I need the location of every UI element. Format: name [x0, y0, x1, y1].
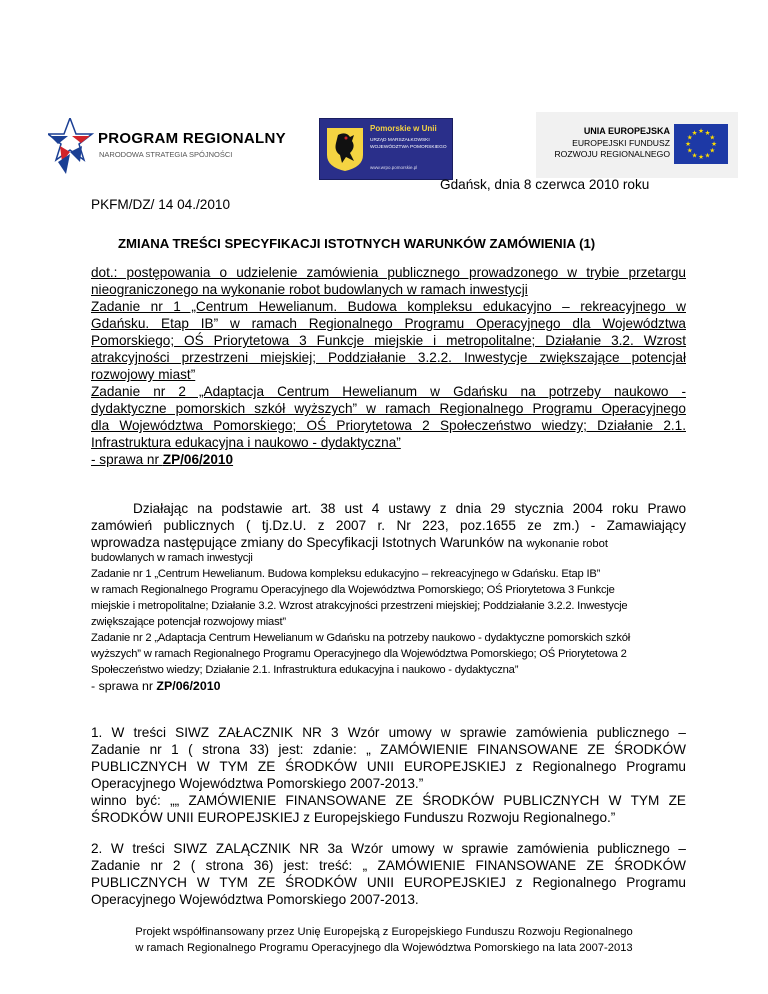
- eu-star-icon: ★: [691, 129, 698, 137]
- item-line: Zadanie nr 2 ( strona 36) jest: treść: „ ZAMÓWIENIE FINANSOWANE ZE ŚRODKÓW: [91, 858, 686, 873]
- item-line: Operacyjnego Województwa Pomorskiego 2007-2013.”: [91, 776, 424, 791]
- eu-stars-icon: [674, 124, 728, 164]
- item-line: Operacyjnego Województwa Pomorskiego 2007-2013.: [91, 892, 419, 907]
- item-line: PUBLICZNYCH W TYM ZE ŚRODKÓW UNII EUROPEJSKIEJ z Regionalnego Programu: [91, 759, 686, 774]
- scope-line: w ramach Regionalnego Programu Operacyjnego dla Województwa Pomorskiego; OŚ Priorytetowa 3 Funkcje: [91, 584, 615, 596]
- subject-line: Zadanie nr 2 „Adaptacja Centrum Hewelianum w Gdańsku na potrzeby naukowo -: [91, 384, 686, 399]
- program-regionalny-title: PROGRAM REGIONALNY: [98, 130, 286, 147]
- item-line: 2. W treści SIWZ ZALĄCZNIK NR 3a Wzór umowy w sprawie zamówienia publicznego –: [91, 841, 686, 856]
- item-line: PUBLICZNYCH W TYM ZE ŚRODKÓW UNII EUROPEJSKIEJ z Regionalnego Programu: [91, 875, 686, 890]
- scope-line: zwiększające potencjał rozwojowy miast”: [91, 616, 286, 628]
- subject-line: nieograniczonego na wykonanie robot budowlanych w ramach inwestycji: [91, 282, 528, 297]
- scope-line: Zadanie nr 2 „Adaptacja Centrum Hewelianum w Gdańsku na potrzeby naukowo - dydaktyczne pomorskich szkół: [91, 632, 631, 644]
- eu-star-icon: ★: [686, 147, 693, 155]
- case-number-prefix: - sprawa nr: [91, 452, 163, 467]
- eu-star-icon: ★: [709, 134, 716, 142]
- item-line: Zadanie nr 1 ( strona 33) jest: zdanie: „ ZAMÓWIENIE FINANSOWANE ZE ŚRODKÓW: [91, 742, 686, 757]
- subject-line: dla Województwa Pomorskiego; OŚ Priorytetowa 2 Społeczeństwo wiedzy; Działanie 2.1.: [91, 418, 686, 433]
- reference-number: PKFM/DZ/ 14 04./2010: [91, 197, 231, 212]
- subject-line: dot.: postępowania o udzielenie zamówienia publicznego prowadzonego w trybie przetargu: [91, 265, 686, 280]
- intro-line-text: wprowadza następujące zmiany do Specyfikacji Istotnych Warunków na: [91, 535, 523, 550]
- eu-star-icon: ★: [711, 141, 717, 149]
- subject-line: Pomorskiego; OŚ Priorytetowa 3 Funkcje miejskie i metropolitalne; Działanie 3.2. Wzrost: [91, 333, 686, 348]
- program-regionalny-subtitle: NARODOWA STRATEGIA SPÓJNOŚCI: [99, 150, 233, 159]
- footer-line: Projekt współfinansowany przez Unię Europejską z Europejskiego Funduszu Rozwoju Regionalnego: [135, 926, 633, 938]
- item-line: ŚRODKÓW UNII EUROPEJSKIEJ z Europejskiego Funduszu Rozwoju Regionalnego.”: [91, 810, 616, 825]
- logo-program-regionalny: [48, 118, 286, 176]
- eu-star-icon: ★: [698, 154, 704, 162]
- case-number-line-2: [91, 679, 686, 693]
- subject-line: dydaktyczne pomorskich szkół wyższych” w ramach Regionalnego Programu Operacyjnego: [91, 401, 686, 416]
- footer-line: w ramach Regionalnego Programu Operacyjnego dla Województwa Pomorskiego na lata 2007-2013: [135, 942, 633, 954]
- scope-line: budowlanych w ramach inwestycji: [91, 552, 253, 564]
- eu-star-icon: ★: [709, 147, 716, 155]
- eu-star-icon: ★: [698, 128, 704, 136]
- subject-line: atrakcyjności przestrzeni miejskiej; Poddziałanie 3.2.2. Inwestycje zwiększające potencjał: [91, 350, 686, 365]
- ue-line1: UNIA EUROPEJSKA: [583, 126, 670, 136]
- intro-line: Działając na podstawie art. 38 ust 4 ustawy z dnia 29 stycznia 2004 roku Prawo: [133, 501, 686, 516]
- intro-line-tail: wykonanie robot: [526, 538, 608, 550]
- case-number: ZP/06/2010: [162, 452, 234, 467]
- pomorskie-line1: URZĄD MARSZAŁKOWSKI: [370, 138, 430, 143]
- ue-text: [554, 126, 670, 161]
- subject-line: rozwojowy miast”: [91, 367, 196, 382]
- ue-line2: EUROPEJSKI FUNDUSZ: [572, 137, 670, 148]
- intro-line: zamówień publicznych ( tj.Dz.U. z 2007 r. Nr 223, poz.1655 ze zm.) - Zamawiający: [91, 518, 686, 533]
- subject-line: Zadanie nr 1 „Centrum Hewelianum. Budowa kompleksu edukacyjno – rekreacyjnego w: [91, 299, 686, 314]
- eu-star-icon: ★: [704, 152, 711, 160]
- item-line: winno być: „„ ZAMÓWIENIE FINANSOWANE ZE ŚRODKÓW PUBLICZNYCH W TYM ZE: [91, 793, 686, 808]
- pomorskie-line2: WOJEWÓDZTWA POMORSKIEGO: [370, 145, 447, 150]
- case-number: ZP/06/2010: [156, 679, 221, 693]
- griffin-crest-icon: [324, 125, 366, 173]
- document-title: ZMIANA TREŚCI SPECYFIKACJI ISTOTNYCH WARUNKÓW ZAMÓWIENIA (1): [118, 236, 596, 251]
- eu-star-icon: ★: [685, 141, 691, 149]
- eu-star-icon: ★: [704, 129, 711, 137]
- place-date: Gdańsk, dnia 8 czerwca 2010 roku: [440, 177, 650, 192]
- program-regionalny-star-icon: [48, 118, 96, 174]
- eu-star-icon: ★: [691, 152, 698, 160]
- logo-unia-europejska: [536, 112, 738, 178]
- scope-line: wyższych” w ramach Regionalnego Programu Operacyjnego dla Województwa Pomorskiego; OŚ Priorytetowa 2: [91, 648, 627, 660]
- scope-line: Zadanie nr 1 „Centrum Hewelianum. Budowa kompleksu edukacyjno – rekreacyjnego w Gdańsku. Etap IB”: [91, 568, 601, 580]
- eu-star-icon: ★: [686, 134, 693, 142]
- ue-line3: ROZWOJU REGIONALNEGO: [554, 149, 670, 159]
- item-line: 1. W treści SIWZ ZAŁACZNIK NR 3 Wzór umowy w sprawie zamówienia publicznego –: [91, 725, 686, 740]
- case-number-prefix: - sprawa nr: [91, 679, 157, 693]
- pomorskie-header: Pomorskie w Unii: [370, 124, 437, 133]
- subject-line: Infrastruktura edukacyjna i naukowo - dydaktyczna”: [91, 435, 401, 450]
- eu-flag-icon: [674, 124, 728, 164]
- logo-pomorskie: [319, 118, 453, 180]
- case-number-line: [91, 451, 686, 468]
- scope-line: Społeczeństwo wiedzy; Działanie 2.1. Infrastruktura edukacyjna i naukowo - dydaktyczna”: [91, 664, 519, 676]
- pomorskie-url: www.wrpo.pomorskie.pl: [370, 165, 418, 170]
- subject-line: Gdańsku. Etap IB” w ramach Regionalnego Programu Operacyjnego dla Województwa: [91, 316, 686, 331]
- scope-line: miejskie i metropolitalne; Działanie 3.2. Wzrost atrakcyjności przestrzeni miejskiej; Poddziałanie 3.2.2. Inwestycje: [91, 600, 628, 612]
